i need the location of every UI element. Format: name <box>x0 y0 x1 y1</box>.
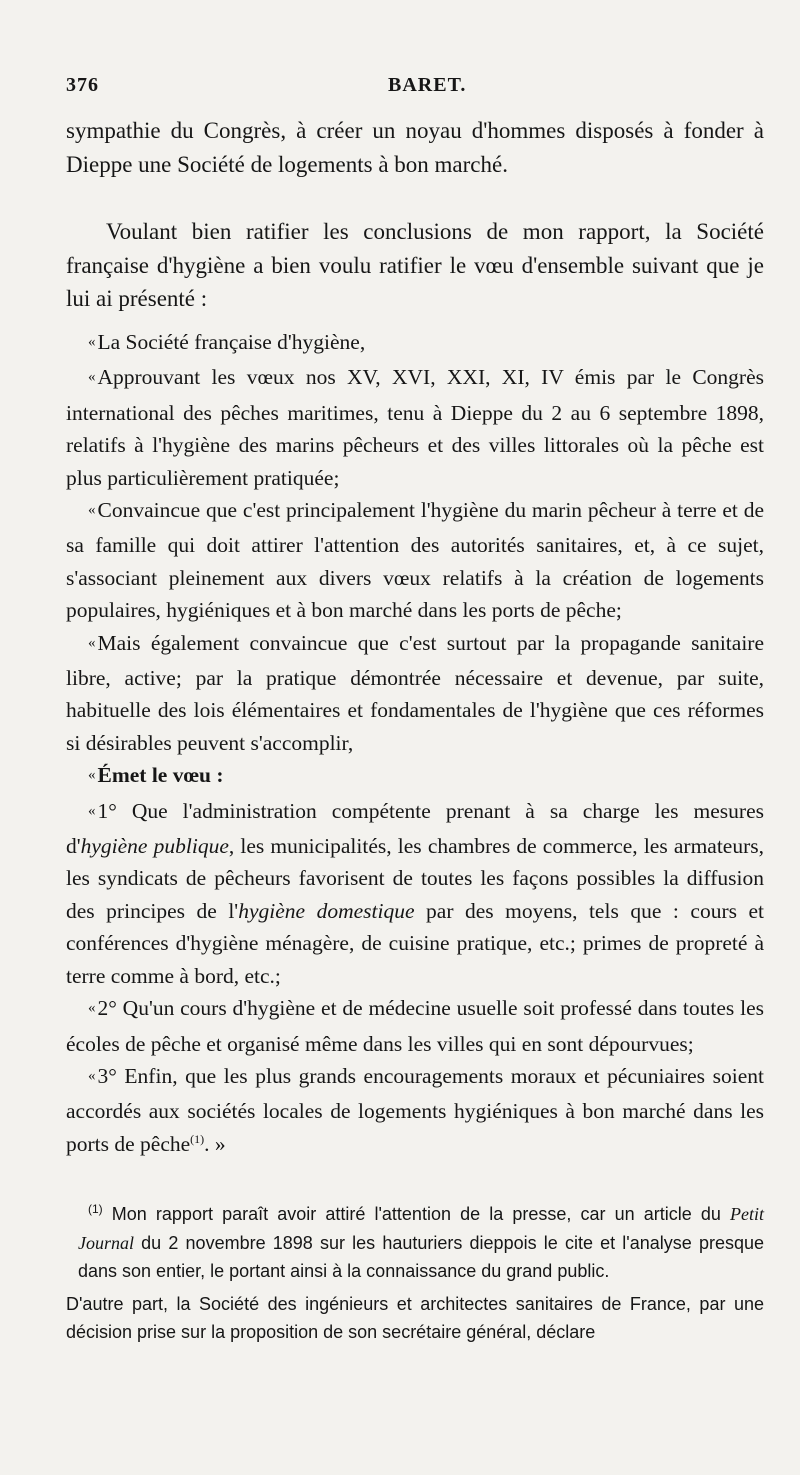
running-head: BARET. <box>388 74 467 96</box>
footnote-continuation: D'autre part, la Société des ingénieurs et architectes sanitaires de France, par une décision prise sur la proposition de son secrétaire général, déclare <box>66 1293 764 1343</box>
footnote-reference: (1) <box>190 1131 205 1146</box>
quote-mark: « <box>88 802 96 819</box>
emphasis-hygiene-domestique: hygiène domestique <box>238 898 415 923</box>
quote-mark: « <box>88 1000 96 1017</box>
resolution-line-2: «Approuvant les vœux nos XV, XVI, XXI, XI, IV émis par le Congrès international des pêches maritimes, tenu à Dieppe du 2 au 6 septembre 1898, relatifs à l'hygiène des marins pêcheurs et des villes littorales où la pêche est plus particulièrement pratiquée; <box>66 365 764 490</box>
resolution-line-1: «La Société française d'hygiène, <box>88 329 366 354</box>
resolution-item-2: «2° Qu'un cours d'hygiène et de médecine usuelle soit professé dans toutes les écoles de pêche et organisé même dans les villes qui en sont dépourvues; <box>66 996 764 1056</box>
paragraph-ratification: Voulant bien ratifier les conclusions de mon rapport, la Société française d'hygiène a bien voulu ratifier le vœu d'ensemble suivant que je lui ai présenté : <box>66 219 764 312</box>
resolution-line-3: «Convaincue que c'est principalement l'hygiène du marin pêcheur à terre et de sa famille qui doit attirer l'attention des autorités sanitaires, et, à ce sujet, s'associant pleinement aux divers vœux relatifs à la création de logements populaires, hygiéniques et à bon marché dans les ports de pêche; <box>66 498 764 623</box>
emphasis-hygiene-publique: hygiène publique <box>80 834 229 859</box>
resolution-item-3: «3° Enfin, que les plus grands encouragements moraux et pécuniaires soient accordés aux sociétés locales de logements hygiéniques à bon marché dans les ports de pêche$^{(1)}$. » <box>66 1063 764 1156</box>
quote-mark: « <box>88 767 96 784</box>
quote-mark: « <box>88 333 96 350</box>
footnote-marker: (1) <box>88 1202 103 1216</box>
newspaper-title: Petit Journal <box>78 1204 764 1253</box>
resolution-quote <box>66 326 764 1160</box>
footnotes <box>66 1200 764 1347</box>
main-text <box>66 114 764 1160</box>
quote-mark: « <box>88 634 96 651</box>
resolution-line-5: «Émet le vœu : <box>88 763 224 788</box>
resolution-item-1: «1° Que l'administration compétente prenant à sa charge les mesures d'hygiène publique, les municipalités, les chambres de commerce, les armateurs, les syndicats de pêcheurs favorisent de toutes les façons possibles la diffusion des principes de l'hygiène domestique par des moyens, tels que : cours et conférences d'hygiène ménagère, de cuisine pratique, etc.; primes de propreté à terre comme à bord, etc.; <box>66 798 765 988</box>
page-header <box>66 74 760 104</box>
page-number: 376 <box>66 74 99 96</box>
paragraph-continued: sympathie du Congrès, à créer un noyau d'hommes disposés à fonder à Dieppe une Société de logements à bon marché. <box>66 118 764 177</box>
footnote-1: $^{(1)}$ Mon rapport paraît avoir attiré l'attention de la presse, car un article du Petit Journal du 2 novembre 1898 sur les hauturiers dieppois le cite et l'analyse presque dans son entier, le portant ainsi à la connaissance du grand public. <box>78 1202 764 1282</box>
quote-mark: « <box>88 369 96 386</box>
resolution-line-4: «Mais également convaincue que c'est surtout par la propagande sanitaire libre, active; par la pratique démontrée nécessaire et devenue, par suite, habituelle des lois élémentaires et fondamentales de l'hygiène que ces réformes si désirables peuvent s'accomplir, <box>66 630 764 755</box>
quote-mark: « <box>88 1067 96 1084</box>
quote-mark: « <box>88 502 96 518</box>
